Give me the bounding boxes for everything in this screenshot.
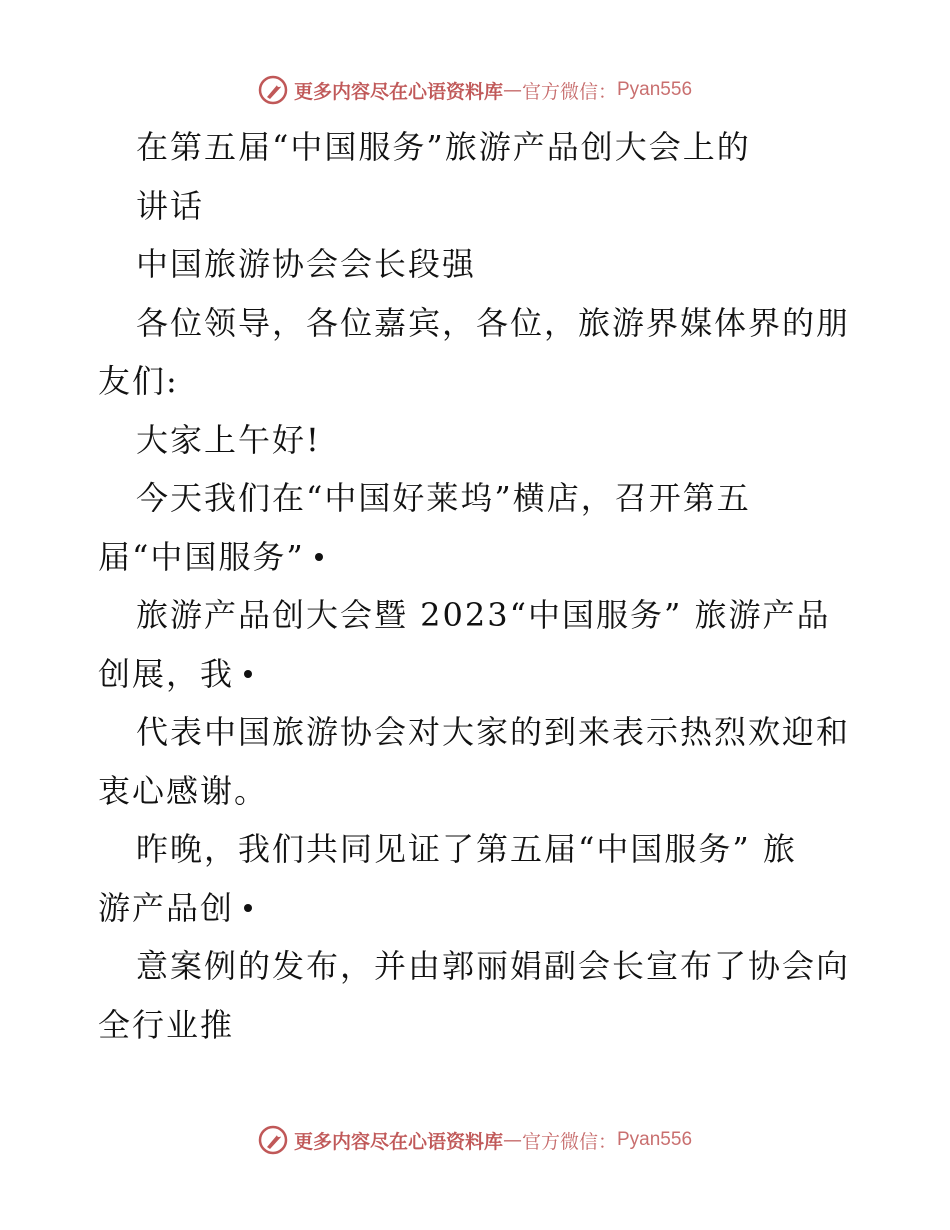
text-line (98, 177, 858, 236)
bullet-dot-icon (244, 670, 252, 678)
text-line (98, 352, 858, 411)
text-line-content: 旅游产品创大会暨 2023“中国服务” 旅游产品 (136, 596, 831, 634)
text-line (98, 469, 858, 528)
text-line (98, 645, 858, 704)
text-line-content: 今天我们在“中国好莱坞”横店，召开第五 (136, 479, 751, 517)
text-line-content: 在第五届“中国服务”旅游产品创大会上的 (136, 128, 751, 166)
text-line (98, 294, 858, 353)
text-line (98, 996, 858, 1055)
watermark-dash: — (502, 1129, 522, 1151)
watermark-prefix: 更多内容尽在心语资料库 (293, 1130, 503, 1153)
text-line-content: 友们: (98, 362, 179, 400)
text-line-content: 昨晚，我们共同见证了第五届“中国服务” 旅 (136, 830, 797, 868)
document-body (98, 118, 858, 1054)
text-line (98, 235, 858, 294)
text-line-content: 中国旅游协会会长段强 (136, 245, 477, 283)
watermark-account: Pyan556 (617, 79, 693, 100)
text-line-content: 大家上午好! (136, 420, 321, 459)
text-line (98, 118, 858, 177)
text-line (98, 411, 858, 470)
text-line-content: 各位领导，各位嘉宾，各位，旅游界媒体界的朋 (136, 303, 851, 342)
bullet-dot-icon (244, 904, 252, 912)
watermark-label: 官方微信： (521, 1130, 617, 1153)
header-watermark (0, 70, 950, 110)
text-line (98, 762, 858, 821)
text-line-content: 游产品创 (98, 888, 235, 927)
pen-logo-icon (258, 1125, 288, 1155)
text-line (98, 528, 858, 587)
footer-watermark (0, 1120, 950, 1160)
text-line-content: 讲话 (136, 186, 205, 225)
text-line (98, 703, 858, 762)
text-line-content: 衷心感谢。 (98, 771, 269, 810)
text-line-content: 创展，我 (98, 654, 235, 693)
text-line (98, 586, 858, 645)
text-line (98, 879, 858, 938)
watermark-prefix: 更多内容尽在心语资料库 (293, 80, 503, 103)
text-line-content: 意案例的发布，并由郭丽娟副会长宣布了协会向 (136, 947, 851, 985)
pen-logo-icon (258, 75, 288, 105)
watermark-label: 官方微信： (521, 80, 617, 103)
text-line-content: 届“中国服务” (98, 537, 305, 576)
text-line (98, 937, 858, 996)
watermark-dash: — (502, 79, 522, 101)
text-line-content: 全行业推 (98, 1005, 235, 1044)
watermark-account: Pyan556 (617, 1129, 693, 1150)
text-line (98, 820, 858, 879)
text-line-content: 代表中国旅游协会对大家的到来表示热烈欢迎和 (136, 713, 851, 751)
bullet-dot-icon (315, 553, 323, 561)
